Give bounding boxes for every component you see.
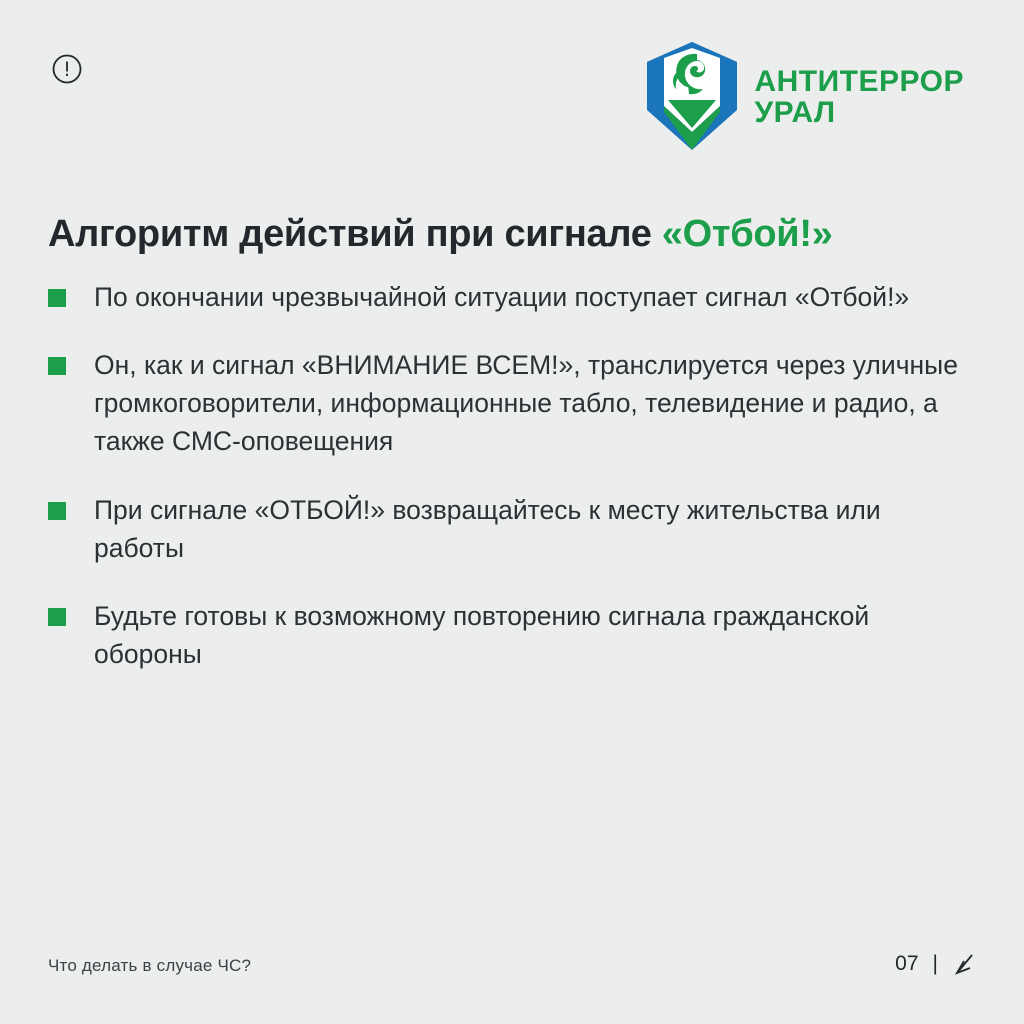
bullet-square-icon (48, 289, 66, 307)
bullet-list (48, 278, 968, 703)
footer-note: Что делать в случае ЧС? (48, 956, 252, 975)
bullet-square-icon (48, 502, 66, 520)
list-item-text: Будьте готовы к возможному повторению сигнала гражданской обороны (94, 600, 870, 670)
list-item (48, 346, 968, 460)
list-item (48, 491, 968, 567)
logo (644, 40, 964, 152)
arrow-down-left-icon[interactable] (952, 952, 976, 976)
footer-separator: | (932, 952, 938, 975)
page-indicator (895, 952, 976, 976)
footer (48, 952, 976, 976)
page-number: 07 (895, 952, 919, 975)
list-item-text: По окончании чрезвычайной ситуации поступает сигнал «Отбой!» (94, 282, 910, 312)
list-item (48, 278, 968, 316)
bullet-square-icon (48, 608, 66, 626)
list-item (48, 597, 968, 673)
page-title (48, 213, 964, 256)
page-title-main: Алгоритм действий при сигнале (48, 213, 662, 256)
logo-line-2: УРАЛ (754, 96, 836, 129)
logo-line-1: АНТИТЕРРОР (754, 65, 964, 99)
logo-text (754, 67, 964, 128)
list-item-text: Он, как и сигнал «ВНИМАНИЕ ВСЕМ!», транслируется через уличные громкоговорители, информационные табло, телевидение и радио, а также СМС-оповещения (94, 350, 958, 457)
page-title-accent: «Отбой!» (661, 213, 833, 256)
shield-lizard-icon (644, 40, 740, 152)
bullet-square-icon (48, 357, 66, 375)
exclamation-circle-icon (52, 54, 82, 84)
header (48, 40, 976, 160)
list-item-text: При сигнале «ОТБОЙ!» возвращайтесь к месту жительства или работы (94, 494, 881, 563)
